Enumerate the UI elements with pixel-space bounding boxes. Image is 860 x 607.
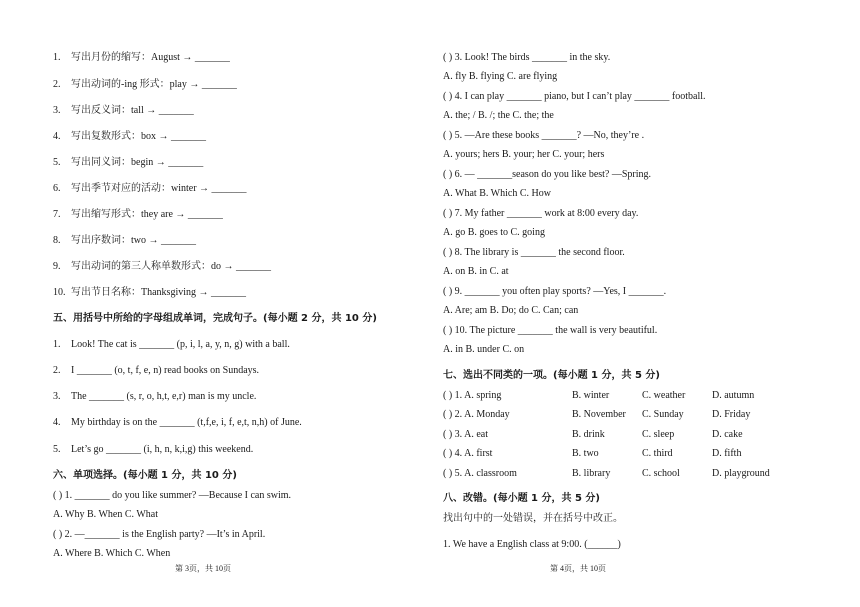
question-line: ( ) 8. The library is _______ the second floor. [443, 247, 625, 258]
question-line: ( ) 1. _______ do you like summer? —Because I can swim. [53, 490, 292, 501]
question-line: ( ) 3. Look! The birds _______ in the sky. [443, 52, 611, 63]
section6-heading: 六、单项选择。(每小题 1 分，共 10 分) [53, 470, 237, 481]
question-line: ( ) 2. —_______ is the English party? —It’s in April. [53, 529, 266, 540]
fill-item: 6. 写出季节对应的活动：winter → _______ [53, 183, 247, 194]
section8-heading: 八、改错。(每小题 1 分，共 5 分) [443, 493, 600, 504]
section5-item: 5. Let’s go _______ (i, h, n, k,i,g) this weekend. [53, 444, 254, 455]
section8-instruction: 找出句中的一处错误，并在括号中改正。 [443, 513, 623, 524]
fill-item: 4. 写出复数形式：box → _______ [53, 131, 206, 142]
section5-item: 4. My birthday is on the _______ (t,f,e, i, f, e,t, n,h) of June. [53, 417, 302, 428]
options-line: A. on B. in C. at [443, 266, 509, 277]
question-line: ( ) 5. —Are these books _______? —No, they’re . [443, 130, 645, 141]
options-line: A. in B. under C. on [443, 344, 525, 355]
options-line: A. Are; am B. Do; do C. Can; can [443, 305, 579, 316]
fill-item: 10. 写出节日名称：Thanksgiving → _______ [53, 287, 246, 298]
question-line: ( ) 6. — _______season do you like best? —Spring. [443, 169, 652, 180]
section8-item: 1. We have a English class at 9:00. (______) [443, 539, 621, 550]
options-line: A. Where B. Which C. When [53, 548, 171, 559]
options-line: A. yours; hers B. your; her C. your; hers [443, 149, 605, 160]
options-line: A. Why B. When C. What [53, 509, 158, 520]
options-line: A. fly B. flying C. are flying [443, 71, 558, 82]
fill-item: 7. 写出缩写形式：they are → _______ [53, 209, 223, 220]
options-line: A. go B. goes to C. going [443, 227, 545, 238]
left-page-footer: 第 3页，共 10页 [175, 564, 231, 573]
section7-heading: 七、选出不同类的一项。(每小题 1 分，共 5 分) [443, 370, 660, 381]
options-line: A. What B. Which C. How [443, 188, 551, 199]
section5-heading: 五、用括号中所给的字母组成单词，完成句子。(每小题 2 分，共 10 分) [53, 313, 377, 324]
fill-item: 1. 写出月份的缩写：August → _______ [53, 52, 230, 63]
section5-item: 2. I _______ (o, t, f, e, n) read books on Sundays. [53, 365, 260, 376]
fill-item: 2. 写出动词的-ing 形式：play → _______ [53, 79, 237, 90]
fill-item: 8. 写出序数词：two → _______ [53, 235, 196, 246]
question-line: ( ) 4. I can play _______ piano, but I can’t play _______ football. [443, 91, 706, 102]
fill-item: 3. 写出反义词：tall → _______ [53, 105, 194, 116]
options-line: A. the; / B. /; the C. the; the [443, 110, 554, 121]
fill-item: 9. 写出动词的第三人称单数形式：do → _______ [53, 261, 271, 272]
question-line: ( ) 10. The picture _______ the wall is very beautiful. [443, 325, 658, 336]
question-line: ( ) 9. _______ you often play sports? —Yes, I _______. [443, 286, 667, 297]
right-page-footer: 第 4页，共 10页 [550, 564, 606, 573]
question-line: ( ) 7. My father _______ work at 8:00 every day. [443, 208, 639, 219]
section5-item: 1. Look! The cat is _______ (p, i, l, a, y, n, g) with a ball. [53, 339, 290, 350]
fill-item: 5. 写出同义词：begin → _______ [53, 157, 204, 168]
section5-item: 3. The _______ (s, r, o, h,t, e,r) man is my uncle. [53, 391, 257, 402]
